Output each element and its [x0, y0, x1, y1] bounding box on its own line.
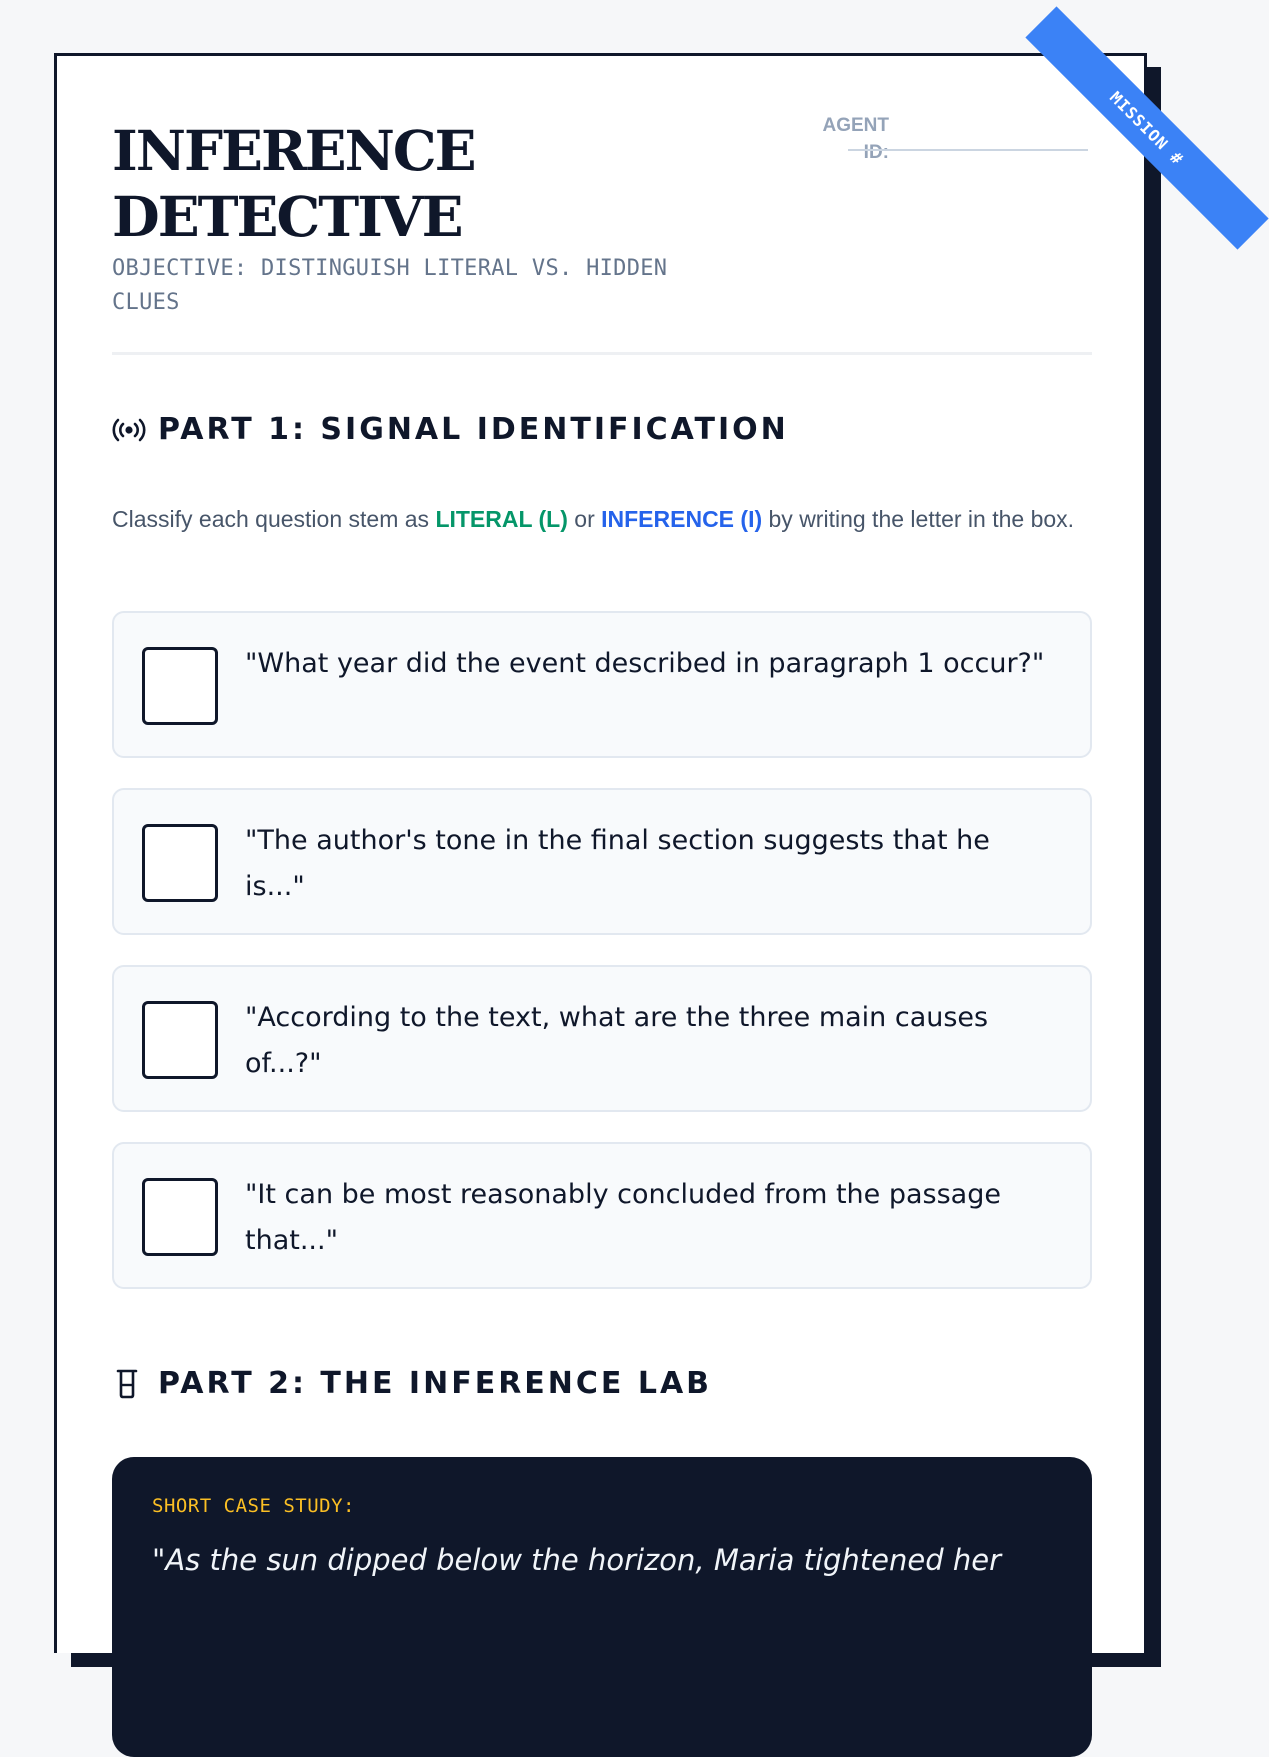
part2-heading-text: PART 2: THE INFERENCE LAB	[158, 1366, 713, 1401]
agent-id-label: AGENT ID:	[822, 115, 889, 163]
mission-ribbon: MISSION #	[1025, 6, 1268, 249]
part1-heading	[112, 412, 789, 447]
part1-instructions	[112, 502, 1102, 536]
case-study-panel	[112, 1457, 1092, 1757]
part1-heading-text: PART 1: SIGNAL IDENTIFICATION	[158, 412, 789, 447]
question-card	[112, 1142, 1092, 1289]
instructions-text: by writing the letter in the box.	[762, 506, 1075, 532]
inference-label: INFERENCE (I)	[601, 506, 763, 532]
case-study-label: SHORT CASE STUDY:	[152, 1495, 355, 1517]
broadcast-signal-icon	[112, 415, 146, 445]
question-card	[112, 788, 1092, 935]
page-title	[112, 118, 475, 250]
question-text: "It can be most reasonably concluded from the passage that..."	[245, 1179, 1001, 1256]
beaker-icon	[112, 1369, 146, 1399]
case-study-text: "As the sun dipped below the horizon, Maria tightened her	[152, 1543, 1002, 1577]
objective-text: OBJECTIVE: DISTINGUISH LITERAL VS. HIDDEN CLUES	[112, 256, 668, 315]
worksheet-page	[54, 53, 1188, 1653]
question-text: "According to the text, what are the three main causes of...?"	[245, 1002, 989, 1079]
answer-box[interactable]	[142, 1178, 218, 1256]
question-card	[112, 611, 1092, 758]
answer-box[interactable]	[142, 824, 218, 902]
title-line-1: INFERENCE	[112, 118, 475, 183]
part2-heading	[112, 1366, 712, 1401]
question-text: "The author's tone in the final section suggests that he is..."	[245, 825, 990, 902]
literal-label: LITERAL (L)	[435, 506, 568, 532]
answer-box[interactable]	[142, 647, 218, 725]
question-card	[112, 965, 1092, 1112]
instructions-text: or	[567, 506, 602, 532]
instructions-text: Classify each question stem as	[112, 506, 436, 532]
question-text: "What year did the event described in paragraph 1 occur?"	[245, 648, 1045, 679]
answer-box[interactable]	[142, 1001, 218, 1079]
header-divider	[112, 352, 1092, 355]
title-line-2: DETECTIVE	[112, 184, 462, 249]
agent-id-field[interactable]	[848, 149, 1088, 151]
